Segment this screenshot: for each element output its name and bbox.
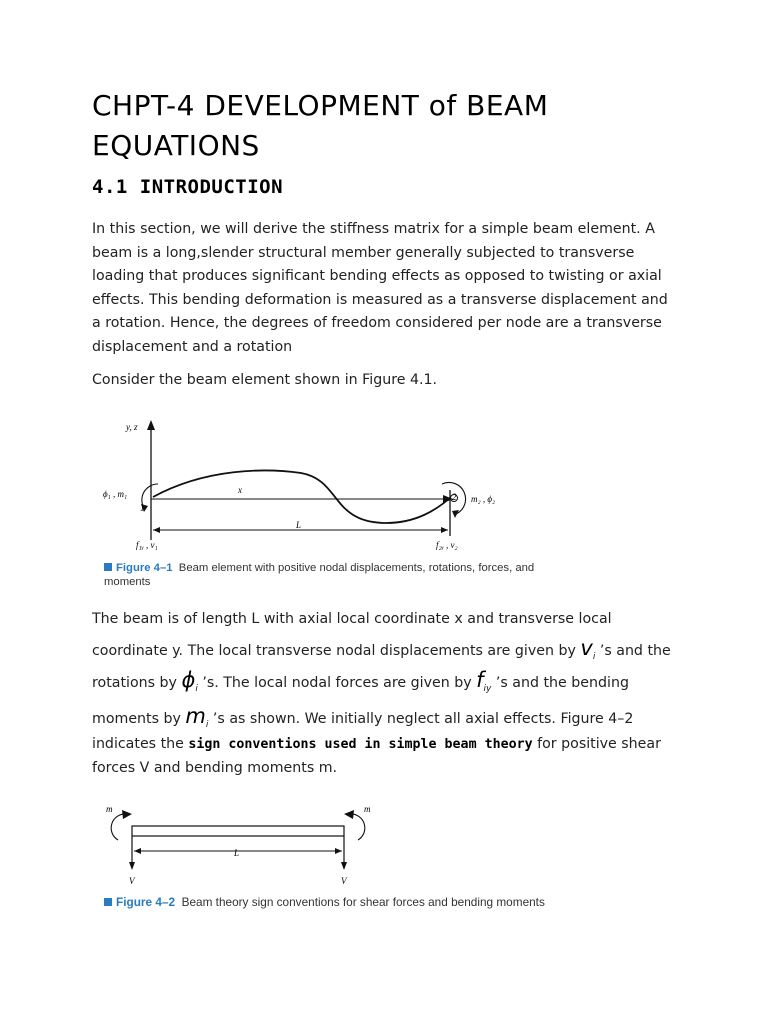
var-m-sub: i (205, 719, 209, 730)
body-line-4 (92, 704, 702, 730)
dim-arrow-right-icon (441, 527, 448, 533)
body-line-4b: ’s as shown. We initially neglect all axial effects. Figure 4–2 (208, 711, 634, 727)
var-v: v (580, 636, 593, 660)
page-title (92, 86, 712, 166)
intro-line: displacement and a rotation (92, 338, 293, 355)
caption-square-icon (104, 563, 112, 571)
figure-4-2 (96, 798, 396, 888)
body-line-2b: ’s and the (595, 643, 671, 659)
var-f: f (476, 668, 484, 692)
var-phi-sub: i (195, 683, 198, 694)
body-line-5 (92, 736, 702, 752)
var-f-sub: iy (483, 683, 492, 694)
body-line-3a: rotations by (92, 675, 182, 691)
dim-arrow-left-icon (153, 527, 160, 533)
moment-arrow-right-icon (344, 810, 354, 819)
intro-line: a rotation. Hence, the degrees of freedom considered per node are a transverse (92, 315, 662, 331)
intro-line: beam is a long,slender structural member generally subjected to transverse (92, 244, 635, 261)
body-line-1: The beam is of length L with axial local coordinate x and transverse local (92, 611, 612, 627)
y-axis-arrow-icon (147, 420, 155, 430)
shear-right-arrow-icon (341, 862, 347, 870)
body-line-5b: for positive shear (532, 736, 661, 752)
label-x: x (238, 485, 242, 495)
body-line-2 (92, 636, 702, 662)
deflected-beam-curve (153, 470, 450, 523)
label-yz: y, z (126, 422, 138, 432)
figure-4-2-number: Figure 4–2 (116, 895, 176, 909)
figure-4-1-caption-text: Beam element with positive nodal displacements, rotations, forces, and (178, 562, 535, 574)
label-L: L (296, 520, 302, 530)
figure-4-1-caption (104, 561, 554, 589)
intro-line: In this section, we will derive the stiffness matrix for a simple beam element. A (92, 221, 655, 237)
consider-text: Consider the beam element shown in Figure 4.1. (92, 372, 438, 388)
var-m: m (185, 704, 206, 728)
label-m-right: m (364, 804, 371, 814)
rotation-arrow-2-icon (452, 510, 459, 518)
figure-4-2-caption (104, 895, 624, 909)
dim2-arrow-left-icon (134, 848, 141, 854)
intro-line: loading that produces significant bending effects as opposed to twisting or axial (92, 268, 662, 284)
shear-left-arrow-icon (129, 862, 135, 870)
body-line-2a: coordinate y. The local transverse nodal displacements are given by (92, 643, 581, 659)
figure-4-2-caption-text: Beam theory sign conventions for shear forces and bending moments (181, 895, 545, 909)
label-m-left: m (106, 804, 113, 814)
label-V-left: V (129, 876, 135, 886)
title-line-2: EQUATIONS (92, 129, 260, 162)
body-line-3b: ’s. The local nodal forces are given by (197, 675, 477, 691)
body-line-3 (92, 668, 702, 694)
moment-arrow-left-icon (122, 810, 132, 819)
body-line-5a: indicates the (92, 736, 189, 752)
figure-4-1-number: Figure 4–1 (116, 562, 173, 574)
intro-paragraph (92, 218, 688, 359)
beam-rect (132, 826, 344, 836)
label-phi1-m1: ϕ₁ , m₁ (103, 489, 128, 499)
body-line-3c: ’s and the bending (491, 675, 629, 691)
section-heading: 4.1 INTRODUCTION (92, 176, 284, 198)
body-line-4a: moments by (92, 711, 186, 727)
var-phi: ϕ (181, 668, 196, 692)
label-L2: L (234, 848, 240, 858)
var-v-sub: i (592, 651, 596, 662)
label-f1-v1: f₁ᵧ , v₁ (136, 540, 158, 550)
label-V-right: V (341, 876, 347, 886)
dim2-arrow-right-icon (335, 848, 342, 854)
label-f2-v2: f₂ᵧ , v₂ (436, 540, 458, 550)
caption-square-icon (104, 898, 112, 906)
intro-line: effects. This bending deformation is measured as a transverse displacement and (92, 291, 668, 308)
title-line-1: CHPT-4 DEVELOPMENT of BEAM (92, 89, 549, 122)
figure-4-1-caption-text-2: moments (104, 576, 151, 588)
label-node-2: 2 (452, 492, 457, 502)
body-line-6: forces V and bending moments m. (92, 760, 338, 776)
bold-phrase: sign conventions used in simple beam theory (188, 737, 533, 752)
label-m2-phi2: m₂ , ϕ₂ (471, 494, 496, 504)
label-node-1: 1 (140, 503, 145, 513)
